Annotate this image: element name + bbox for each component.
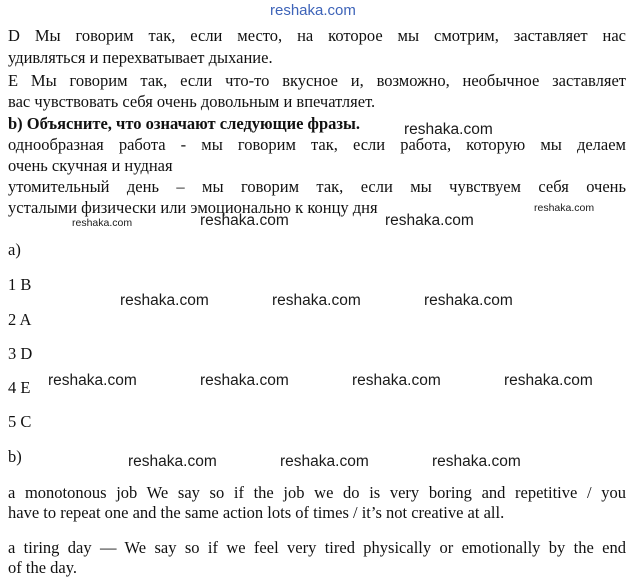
watermark: reshaka.com bbox=[352, 372, 441, 389]
text-line-d-2: удивляться и перехватывает дыхание. bbox=[8, 48, 273, 67]
answer-item: 1 B bbox=[8, 275, 32, 294]
watermark: reshaka.com bbox=[404, 121, 493, 138]
watermark: reshaka.com bbox=[128, 453, 217, 470]
answer-part-b: b) bbox=[8, 447, 22, 466]
phrase-line-3: утомительный день – мы говорим так, если мы чувствуем себя очень bbox=[8, 177, 626, 196]
text-line-e-1: E Мы говорим так, если что-то вкусное и, возможно, необычное заставляет bbox=[8, 71, 626, 90]
answer-part-a: a) bbox=[8, 240, 21, 259]
watermark: reshaka.com bbox=[272, 292, 361, 309]
watermark: reshaka.com bbox=[72, 217, 133, 229]
watermark: reshaka.com bbox=[385, 212, 474, 229]
watermark: reshaka.com bbox=[432, 453, 521, 470]
english-line-3: a tiring day — We say so if we feel very tired physically or emotionally by the end bbox=[8, 538, 626, 557]
watermark: reshaka.com bbox=[534, 202, 595, 214]
text-line-e-2: вас чувствовать себя очень довольным и впечатляет. bbox=[8, 92, 376, 111]
watermark: reshaka.com bbox=[48, 372, 137, 389]
answer-item: 5 C bbox=[8, 412, 32, 431]
answer-item: 3 D bbox=[8, 344, 33, 363]
phrase-line-1: однообразная работа - мы говорим так, если работа, которую мы делаем bbox=[8, 135, 626, 154]
watermark: reshaka.com bbox=[424, 292, 513, 309]
task-heading: b) Объясните, что означают следующие фразы. bbox=[8, 114, 361, 133]
answer-item: 4 E bbox=[8, 378, 31, 397]
english-line-1: a monotonous job We say so if the job we do is very boring and repetitive / you bbox=[8, 483, 626, 502]
watermark: reshaka.com bbox=[200, 212, 289, 229]
english-line-4: of the day. bbox=[8, 558, 78, 577]
watermark: reshaka.com bbox=[120, 292, 209, 309]
phrase-line-4: усталыми физически или эмоционально к концу дня bbox=[8, 198, 378, 217]
watermark: reshaka.com bbox=[504, 372, 593, 389]
answer-item: 2 A bbox=[8, 310, 32, 329]
english-line-2: have to repeat one and the same action lots of times / it’s not creative at all. bbox=[8, 503, 505, 522]
text-line-d-1: D Мы говорим так, если место, на которое мы смотрим, заставляет нас bbox=[8, 26, 626, 45]
watermark: reshaka.com bbox=[200, 372, 289, 389]
watermark-top: reshaka.com bbox=[270, 2, 356, 19]
phrase-line-2: очень скучная и нудная bbox=[8, 156, 173, 175]
watermark: reshaka.com bbox=[280, 453, 369, 470]
